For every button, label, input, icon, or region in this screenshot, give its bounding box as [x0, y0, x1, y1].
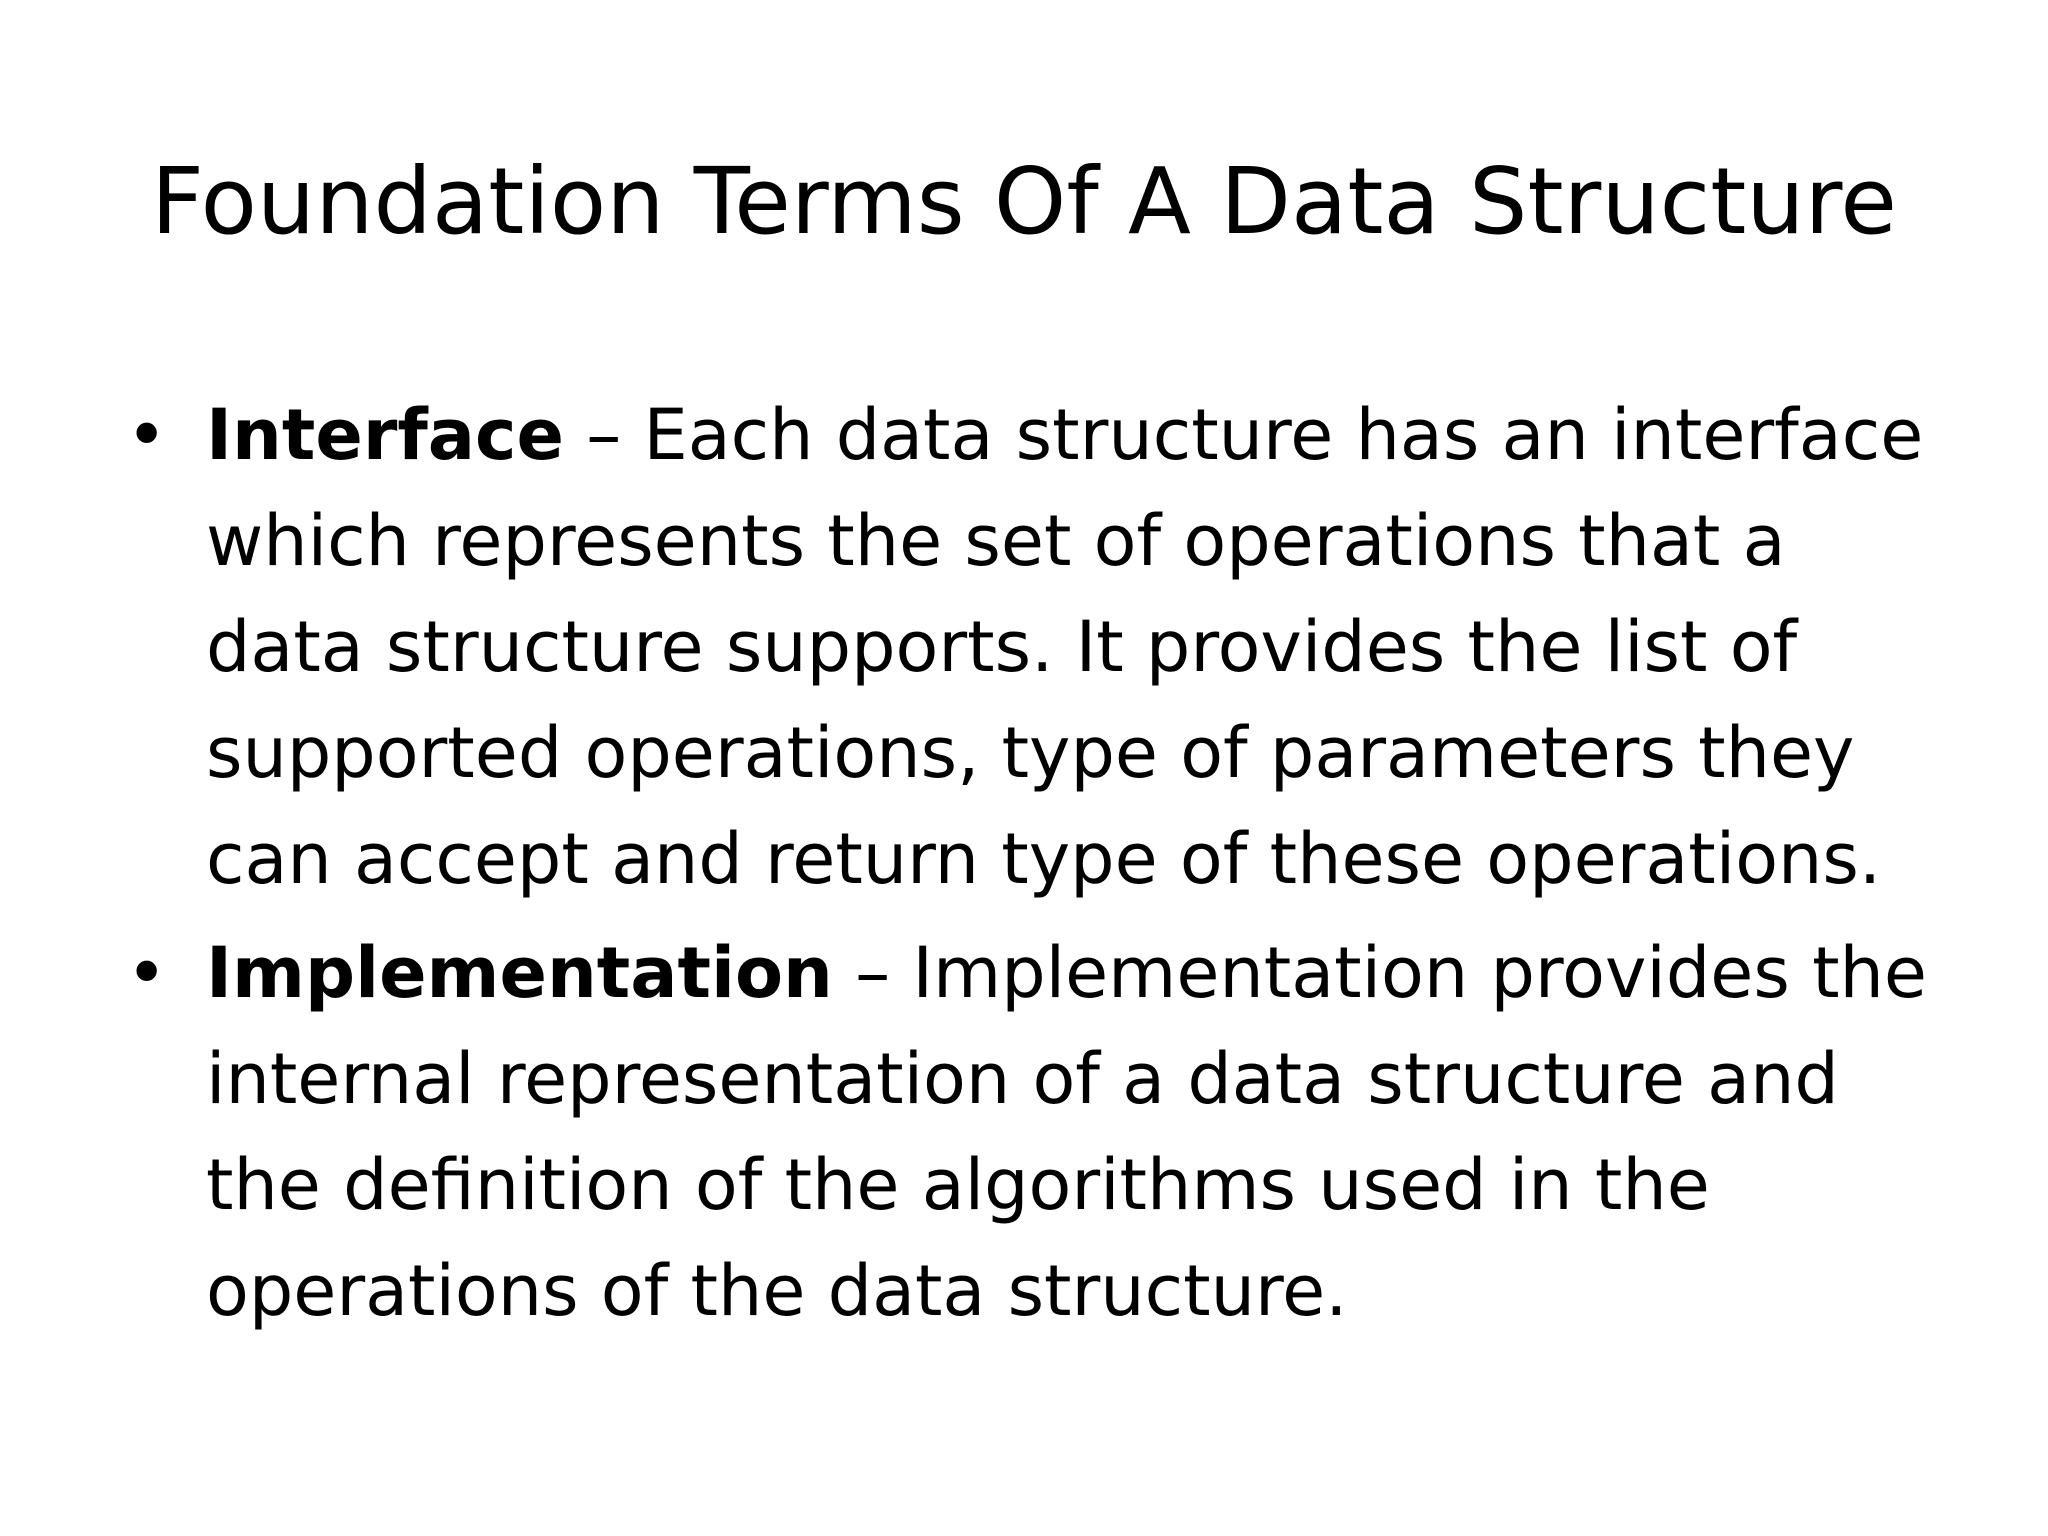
bullet-item-implementation: [126, 920, 1946, 1344]
slide-title: Foundation Terms Of A Data Structure: [150, 148, 1898, 255]
bullet-text: – Implementation provides the internal representation of a data structure and the definition of the algorithms used in the operations of the data structure.: [206, 932, 1927, 1332]
bullet-term: Implementation: [206, 932, 833, 1014]
bullet-text: – Each data structure has an interface which represents the set of operations that a data structure supports. It provides the list of supported operations, type of parameters they can accept and return type of these operations.: [206, 394, 1924, 900]
bullet-item-interface: [126, 382, 1946, 912]
bullet-marker: •: [126, 394, 168, 476]
bullet-term: Interface: [206, 394, 564, 476]
bullet-marker: •: [126, 932, 168, 1014]
bullet-list: [126, 382, 1946, 1344]
